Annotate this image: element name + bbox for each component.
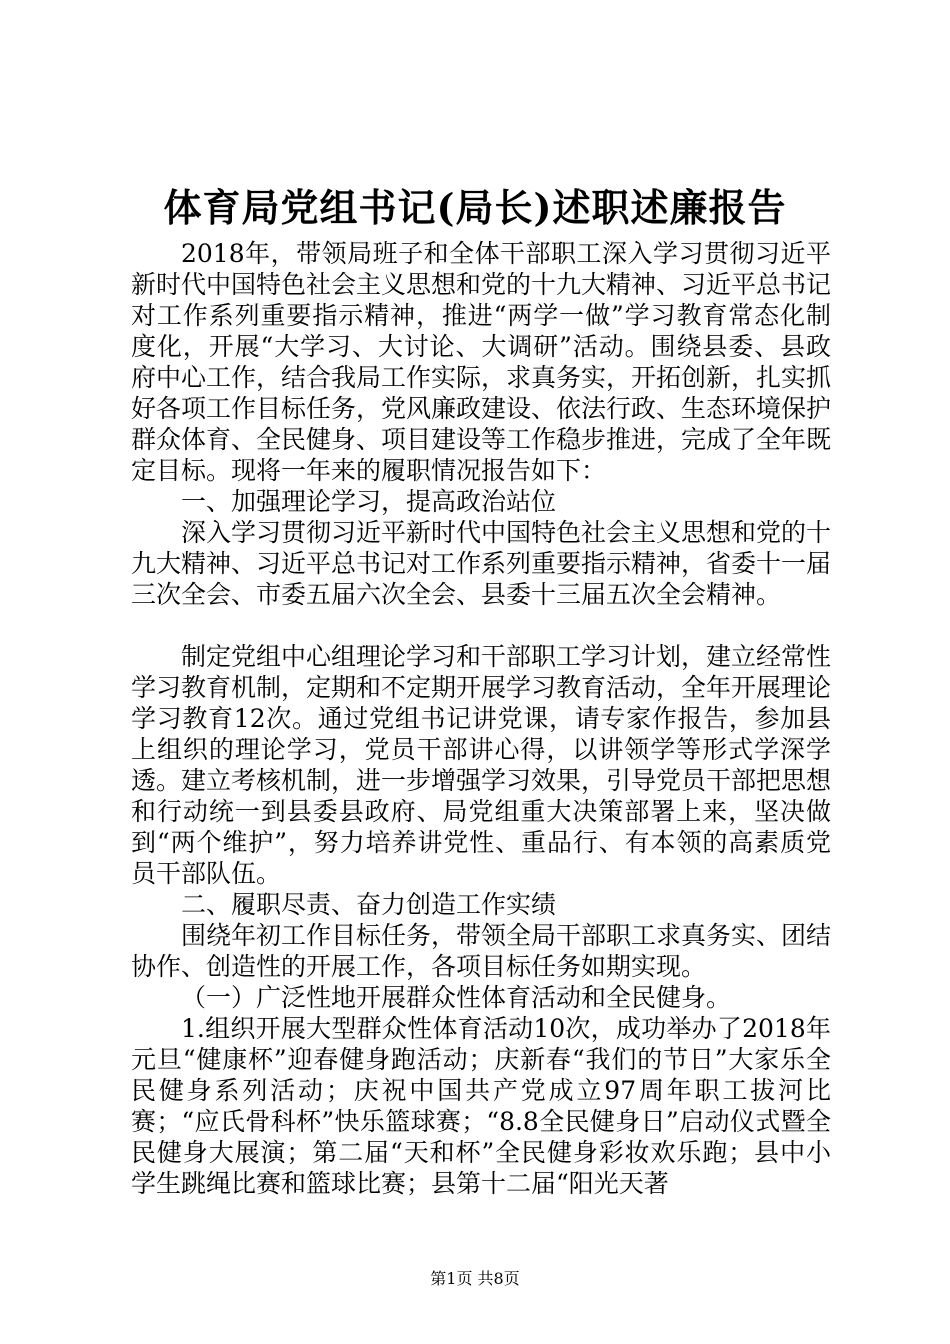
paragraph-study-plan: 制定党组中心组理论学习和干部职工学习计划，建立经常性学习教育机制，定期和不定期开展学习教育活动，全年开展理论学习教育12次。通过党组书记讲党课，请专家作报告，参加县上组织的理论学习，党员干部讲心得，以讲领学等形式学深学透。建立考核机制，进一步增强学习效果，引导党员干部把思想和行动统一到县委县政府、局党组重大决策部署上来，坚决做到“两个维护”，努力培养讲党性、重品行、有本领的高素质党员干部队伍。 bbox=[131, 642, 832, 888]
subsection-heading-1: （一）广泛性地开展群众性体育活动和全民健身。 bbox=[181, 983, 732, 1012]
paragraph-intro: 2018年，带领局班子和全体干部职工深入学习贯彻习近平新时代中国特色社会主义思想和党的十九大精神、习近平总书记对工作系列重要指示精神，推进“两学一做”学习教育常态化制度化，开展“大学习、大讨论、大调研”活动。围绕县委、县政府中心工作，结合我局工作实际，求真务实，开拓创新，扎实抓好各项工作目标任务，党风廉政建设、依法行政、生态环境保护群众体育、全民健身、项目建设等工作稳步推进，完成了全年既定目标。现将一年来的履职情况报告如下： bbox=[131, 239, 832, 485]
blank-line bbox=[131, 610, 831, 641]
paragraph-study: 深入学习贯彻习近平新时代中国特色社会主义思想和党的十九大精神、习近平总书记对工作系列重要指示精神，省委十一届三次全会、市委五届六次全会、县委十三届五次全会精神。 bbox=[131, 518, 832, 609]
document-title: 体育局党组书记(局长)述职述廉报告 bbox=[163, 185, 787, 230]
paragraph-duty: 围绕年初工作目标任务，带领全局干部职工求真务实、团结协作、创造性的开展工作，各项目标任务如期实现。 bbox=[131, 921, 832, 981]
section-heading-1: 一、加强理论学习，提高政治站位 bbox=[181, 487, 557, 516]
section-heading-2: 二、履职尽责、奋力创造工作实绩 bbox=[181, 890, 557, 919]
document-body bbox=[131, 238, 831, 1199]
paragraph-activities: 1.组织开展大型群众性体育活动10次，成功举办了2018年元旦“健康杯”迎春健身跑活动；庆新春“我们的节日”大家乐全民健身系列活动；庆祝中国共产党成立97周年职工拔河比赛；“应氏骨科杯”快乐篮球赛；“8.8全民健身日”启动仪式暨全民健身大展演；第二届“天和杯”全民健身彩妆欢乐跑；县中小学生跳绳比赛和篮球比赛；县第十二届“阳光天著 bbox=[131, 1014, 831, 1198]
page-footer: 第1页 共8页 bbox=[430, 1269, 520, 1288]
